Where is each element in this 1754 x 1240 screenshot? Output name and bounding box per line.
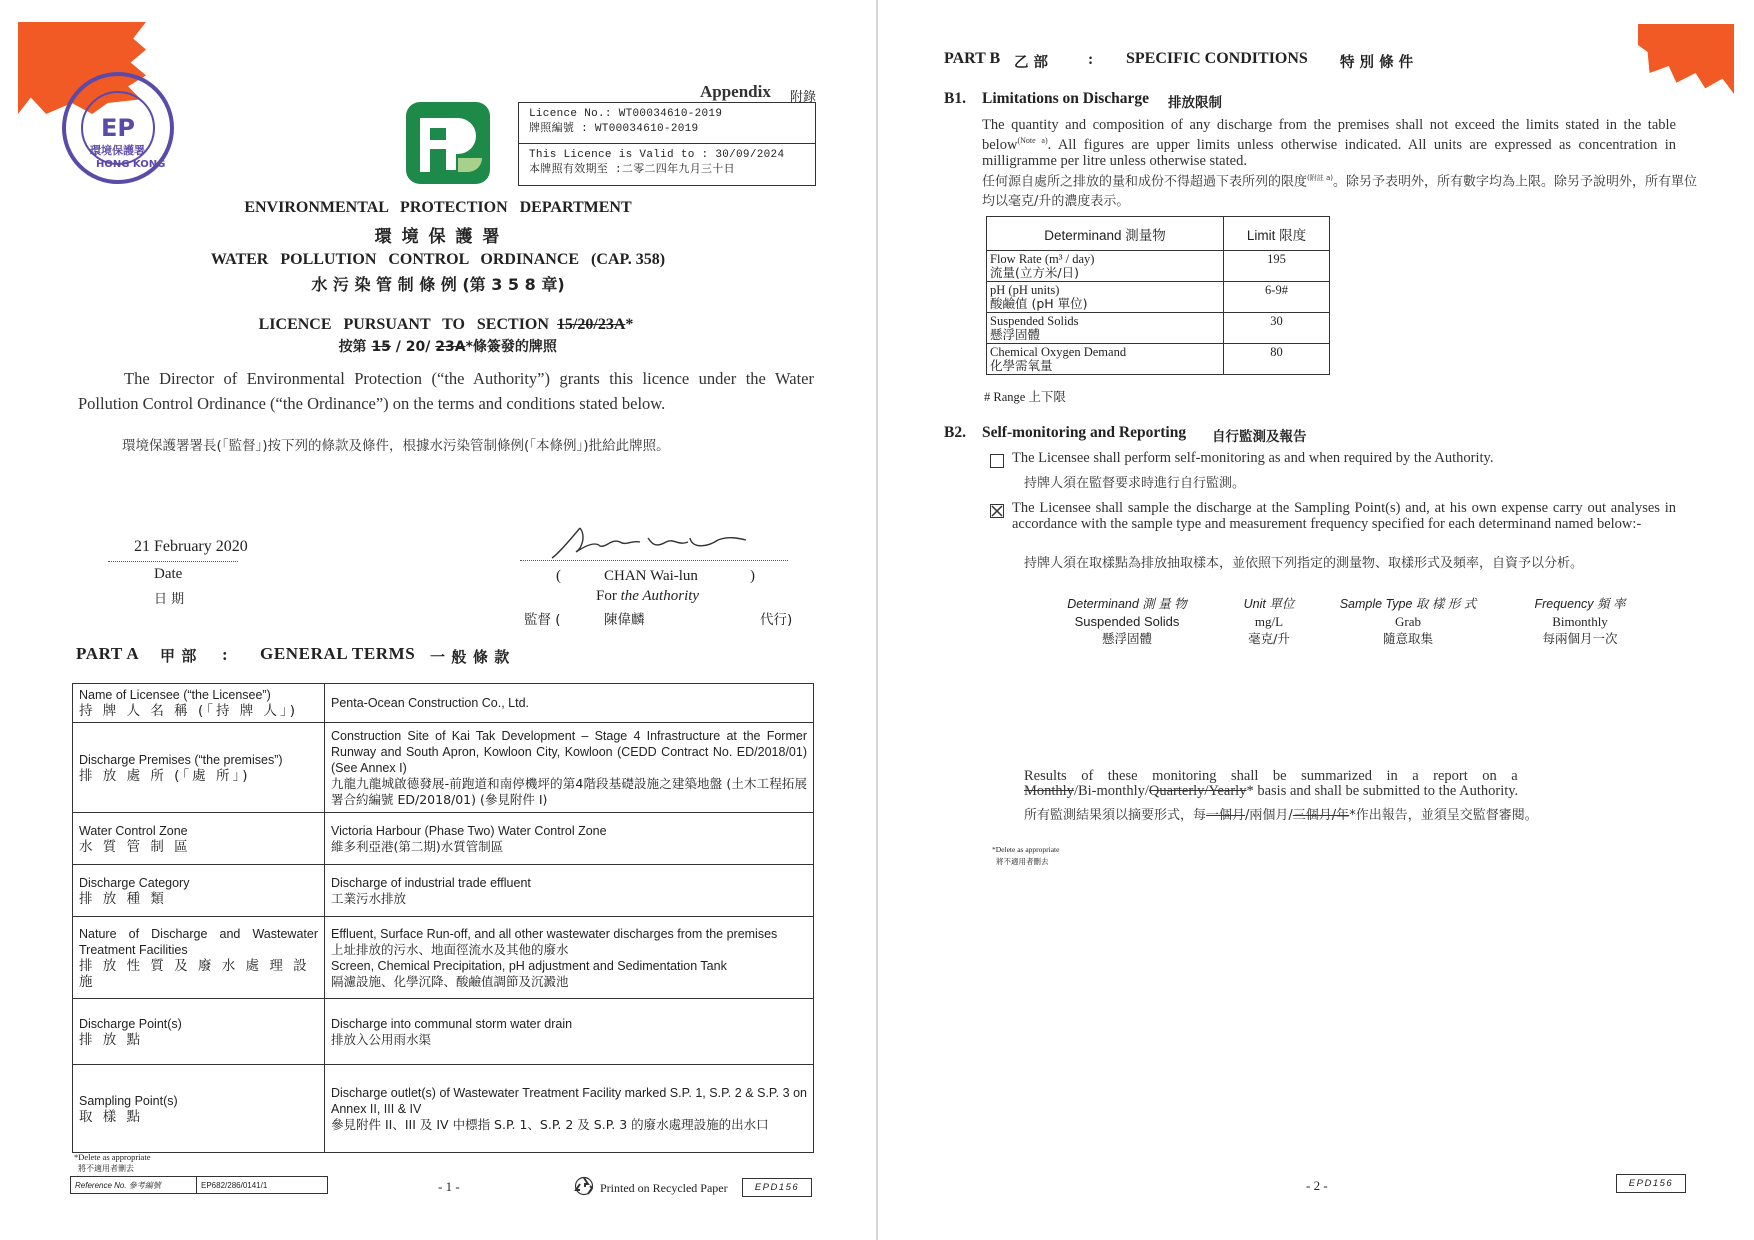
results-reporting-text: Results of these monitoring shall be summarized in a report on a (1024, 768, 1518, 784)
licence-section-title-zh: 按第 15 / 20/ 23A*條簽發的牌照 (338, 339, 557, 355)
b1-number: B1. (944, 90, 966, 107)
department-title-zh: 環 境 保 護 署 (374, 227, 502, 247)
term-label: Discharge Point(s) 排 放 點 (73, 999, 325, 1065)
b1-paragraph: The quantity and composition of any discharge from the premises shall not exceed the limits stated in the table below$^{(Note a)}$. All figures are upper limits unless otherwise indicated. All units are expressed as concentration in milligramme per litre unless otherwise stated. (982, 117, 1676, 169)
term-label: Water Control Zone 水 質 管 制 區 (73, 813, 325, 865)
general-terms-row (73, 1065, 814, 1153)
term-value: Discharge of industrial trade effluent 工業污水排放 (325, 865, 814, 917)
delete-note-zh: 將不適用者刪去 (996, 857, 1049, 866)
term-value: Discharge into communal storm water drain 排放入公用雨水渠 (325, 999, 814, 1065)
option-2-text-zh: 持牌人須在取樣點為排放抽取樣本，並依照下列指定的測量物、取樣形式及頻率，自資予以分析。 (1024, 556, 1584, 571)
b2-number: B2. (944, 424, 966, 441)
term-value: Discharge outlet(s) of Wastewater Treatment Facility marked S.P. 1, S.P. 2 & S.P. 3 on Annex II, III & IV 參見附件 II、III 及 IV 中標指 S.P. 1、S.P. 2 及 S.P. 3 的廢水處理設施的出水口 (325, 1065, 814, 1153)
part-a-title: GENERAL TERMS (260, 644, 416, 663)
term-value: Construction Site of Kai Tak Development – Stage 4 Infrastructure at the Former Runway and South Apron, Kowloon City, Kowloon (CEDD Contract No. ED/2018/01) (See Annex I) 九龍九龍城啟德發展-前跑道和南停機坪的第4階段基礎設施之建築地盤 (土木工程拓展署合約編號 ED/2018/01) (參見附件 I) (325, 723, 814, 813)
limit-value: 195 (1224, 251, 1330, 282)
appendix-label-zh: 附錄 (790, 90, 817, 105)
licence-validity: This Licence is Valid to : 30/09/2024 本牌照有效期至 :二零二四年九月三十日 (529, 149, 785, 176)
date-label-zh: 日 期 (154, 592, 185, 607)
form-code: EPD156 (1616, 1174, 1686, 1193)
delete-note: *Delete as appropriate (74, 1152, 151, 1162)
part-b-heading: PART B (944, 50, 1001, 67)
recycle-icon (574, 1176, 594, 1196)
general-terms-row (73, 723, 814, 813)
part-a-heading: PART A (76, 644, 140, 663)
licence-number: Licence No.: WT00034610-2019 牌照編號 : WT00034610-2019 (519, 103, 815, 144)
general-terms-row (73, 999, 814, 1065)
appendix-label: Appendix (700, 82, 771, 101)
monitoring-col-determinand: Determinand 測 量 物 Suspended Solids 懸浮固體 (1067, 597, 1187, 646)
ordinance-title-zh: 水 污 染 管 制 條 例 (第 3 5 8 章) (311, 275, 565, 294)
issue-date: 21 February 2020 (134, 538, 248, 555)
term-label: Discharge Category 排 放 種 類 (73, 865, 325, 917)
limit-value: 6-9# (1224, 282, 1330, 313)
range-note: # Range 上下限 (984, 390, 1066, 404)
sampling-checkbox-checked[interactable] (990, 504, 1004, 518)
department-seal-stamp (62, 72, 174, 184)
signature-image (540, 518, 760, 562)
epd-logo (406, 102, 490, 184)
self-monitoring-checkbox-unchecked[interactable] (990, 454, 1004, 468)
b1-paragraph-zh: 任何源自處所之排放的量和成份不得超過下表所列的限度$^{(附註 a)}$。除另予表明外，所有數字均為上限。除另予說明外，所有單位均以毫克/升的濃度表示。 (982, 174, 1698, 210)
ordinance-title: WATER POLLUTION CONTROL ORDINANCE (CAP. 358) (210, 251, 666, 268)
licence-intro-text-zh: 環境保護署署長(「監督」)按下列的條款及條件，根據水污染管制條例(「本條例」)批給此牌照。 (122, 438, 670, 454)
licence-page-2: PART B 乙 部 : SPECIFIC CONDITIONS 特 別 條 件 B1. Limitations on Discharge 排放限制 The quantity and composition of any discharge from the premises shall not exceed the limits stated in the table below$^{(Note a)}$. All figures are upper limits unless otherwise indicated. All units are expressed as concentration in milligramme per litre unless otherwise stated. 任何源自處所之排放的量和成份不得超過下表所列的限度$^{(附註 a)}$。除另予表明外，所有數字均為上限。除另予說明外，所有單位均以毫克/升的濃度表示。 Determinand 測量物 Limit 限度 Flow Rate (m³ / day) 流量(立方米/日) 195 pH (pH units) 酸鹼值 (pH 單位) 6-9# Suspended Solids 懸浮固體 30 Chemical Oxygen Demand 化學需氧量 80 # Range 上下限 B2. Self-monitoring and Reporting 自行監測及報告 The Licensee shall perform self-monitoring as and when required by the Authority. 持牌人須在監督要求時進行自行監測。 The Licensee shall sample the discharge at the Sampling Point(s) and, at his own expense carry out analyses in accordance with the sample type and measurement frequency specified for each determinand named below:- 持牌人須在取樣點為排放抽取樣本，並依照下列指定的測量物、取樣形式及頻率，自資予以分析。 Determinand 測 量 物 Suspended Solids 懸浮固體 Unit 單位 mg/L 毫克/升 Sample Type 取 樣 形 式 Grab 隨意取集 Frequency 頻 率 Bimonthly 每兩個月一次 Results of these monitoring shall be summarized in a report on a Monthly/Bi-monthly/Quarterly/Yearly* basis and shall be submitted to the Authority. 所有監測結果須以摘要形式，每一個月/兩個月/三個月/年*作出報告，並須呈交監督審閱。 *Delete as appropriate 將不適用者刪去 - 2 - EPD156 (878, 0, 1754, 1240)
limit-determinand: Flow Rate (m³ / day) 流量(立方米/日) (987, 251, 1224, 282)
limit-row (987, 251, 1330, 282)
term-label: Sampling Point(s) 取 樣 點 (73, 1065, 325, 1153)
seal-text-bottom: HONG KONG (96, 159, 166, 170)
term-label: Nature of Discharge and Wastewater Treatment Facilities 排 放 性 質 及 廢 水 處 理 設 施 (73, 917, 325, 999)
recycled-paper-note: Printed on Recycled Paper (600, 1181, 728, 1195)
term-label: Name of Licensee (“the Licensee”) 持 牌 人 名 稱 (「持 牌 人」) (73, 684, 325, 723)
limit-determinand: Chemical Oxygen Demand 化學需氧量 (987, 344, 1224, 375)
delete-note: *Delete as appropriate (992, 845, 1060, 854)
discharge-limits-table (986, 216, 1330, 375)
orange-tab-flag (1638, 24, 1734, 94)
limit-row (987, 313, 1330, 344)
signatory-name-zh: 陳偉麟 (604, 612, 645, 628)
limit-determinand: pH (pH units) 酸鹼值 (pH 單位) (987, 282, 1224, 313)
page-number: - 2 - (1306, 1178, 1328, 1193)
licence-info-box (518, 102, 816, 186)
signatory-name: CHAN Wai-lun (604, 568, 698, 584)
b1-title: Limitations on Discharge (982, 90, 1150, 107)
results-reporting-text-zh: 所有監測結果須以摘要形式，每一個月/兩個月/三個月/年*作出報告，並須呈交監督審閱。 (1024, 808, 1538, 823)
page-number: - 1 - (438, 1179, 460, 1194)
for-the-authority: For the Authority (596, 588, 700, 604)
limit-row (987, 282, 1330, 313)
limits-header-limit: Limit 限度 (1224, 217, 1330, 251)
term-value: Effluent, Surface Run-off, and all other wastewater discharges from the premises 上址排放的污水、地面徑流水及其他的廢水 Screen, Chemical Precipitation, pH adjustment and Sedimentation Tank 隔濾設施、化學沉降、酸鹼值調節及沉澱池 (325, 917, 814, 999)
limit-value: 30 (1224, 313, 1330, 344)
term-label: Discharge Premises (“the premises”) 排 放 處 所 (「處 所」) (73, 723, 325, 813)
general-terms-row (73, 684, 814, 723)
licence-section-title: LICENCE PURSUANT TO SECTION 15/20/23A* (258, 316, 634, 333)
seal-emblem-icon: EP (81, 91, 155, 165)
monitoring-col-frequency: Frequency 頻 率 Bimonthly 每兩個月一次 (1534, 597, 1626, 646)
limit-value: 80 (1224, 344, 1330, 375)
date-label: Date (154, 566, 183, 582)
general-terms-row (73, 813, 814, 865)
reference-number: EP682/286/0141/1 (201, 1180, 268, 1190)
option-1-text-zh: 持牌人須在監督要求時進行自行監測。 (1024, 476, 1246, 491)
seal-text-zh: 環境保護署 (90, 144, 145, 157)
monitoring-col-sample-type: Sample Type 取 樣 形 式 Grab 隨意取集 (1339, 597, 1477, 646)
monitoring-col-unit: Unit 單位 mg/L 毫克/升 (1243, 597, 1295, 646)
general-terms-row (73, 865, 814, 917)
results-reporting-text-2: Monthly/Bi-monthly/Quarterly/Yearly* basis and shall be submitted to the Authority. (1024, 783, 1519, 799)
general-terms-row (73, 917, 814, 999)
licence-page-1: EP HONG KONG 環境保護署 Appendix 附錄 Licence No.: WT00034610-2019 牌照編號 : WT00034610-2019 This Licence is Valid to : 30/09/2024 本牌照有效期至 :二零二四年九月三十日 ENVIRONMENTAL PROTECTION DEPARTMENT 環 境 保 護 署 WATER POLLUTION CONTROL ORDINANCE (CAP. 358) 水 污 染 管 制 條 例 (第 3 5 8 章) LICENCE PURSUANT TO SECTION 15/20/23A* 按第 15 / 20/ 23A*條簽發的牌照 The Director of Environmental Protection (“the Authority”) grants this licence under the Water Pollution Control Ordinance (“the Ordinance”) on the terms and conditions stated below. 環境保護署署長(「監督」)按下列的條款及條件，根據水污染管制條例(「本條例」)批給此牌照。 21 February 2020 Date 日 期 ( CHAN Wai-lun ) For the Authority 監督 ( 陳偉麟 代行) PART A 甲 部 : GENERAL TERMS 一 般 條 款 Name of Licensee (“the Licensee”) 持 牌 人 名 稱 (「持 牌 人」) Penta-Ocean Construction Co., Ltd. Discharge Premises (“the premises”) 排 放 處 所 (「處 所」) Construction Site of Kai Tak Development – Stage 4 Infrastructure at the Former Runway and South Apron, Kowloon City, Kowloon (CEDD Contract No. ED/2018/01) (See Annex I) 九龍九龍城啟德發展-前跑道和南停機坪的第4階段基礎設施之建築地盤 (土木工程拓展署合約編號 ED/2018/01) (參見附件 I) Water Control Zone 水 質 管 制 區 Victoria Harbour (Phase Two) Water Control Zone 維多利亞港(第二期)水質管制區 Discharge Category 排 放 種 類 Discharge of industrial trade effluent 工業污水排放 Nature of Discharge and Wastewater Treatment Facilities 排 放 性 質 及 廢 水 處 理 設 施 Effluent, Surface Run-off, and all other wastewater discharges from the premises 上址排放的污水、地面徑流水及其他的廢水 Screen, Chemical Precipitation, pH adjustment and Sedimentation Tank 隔濾設施、化學沉降、酸鹼值調節及沉澱池 Discharge Point(s) 排 放 點 Discharge into communal storm water drain 排放入公用雨水渠 Sampling Point(s) 取 樣 點 Discharge outlet(s) of Wastewater Treatment Facility marked S.P. 1, S.P. 2 & S.P. 3 on Annex II, III & IV 參見附件 II、III 及 IV 中標指 S.P. 1、S.P. 2 及 S.P. 3 的廢水處理設施的出水口 *Delete as appropriate 將不適用者刪去 Reference No. 參考編號 EP682/286/0141/1 - 1 - Printed on Recycled Paper EPD156 (0, 0, 876, 1240)
general-terms-table (72, 683, 814, 1153)
limits-header-determinand: Determinand 測量物 (987, 217, 1224, 251)
reference-number-box: Reference No. 參考編號 EP682/286/0141/1 (70, 1176, 328, 1194)
limit-determinand: Suspended Solids 懸浮固體 (987, 313, 1224, 344)
department-title: ENVIRONMENTAL PROTECTION DEPARTMENT (244, 199, 632, 216)
option-1-text: The Licensee shall perform self-monitoring as and when required by the Authority. (1012, 450, 1494, 466)
licence-intro-text: The Director of Environmental Protection (“the Authority”) grants this licence under the Water Pollution Control Ordinance (“the Ordinance”) on the terms and conditions stated below. (78, 369, 814, 413)
term-value: Victoria Harbour (Phase Two) Water Control Zone 維多利亞港(第二期)水質管制區 (325, 813, 814, 865)
cross-mark-icon (991, 505, 1003, 517)
term-value: Penta-Ocean Construction Co., Ltd. (325, 684, 814, 723)
option-2-text: The Licensee shall sample the discharge at the Sampling Point(s) and, at his own expense carry out analyses in accordance with the sample type and measurement frequency specified for each determinand named below:- (1012, 500, 1676, 532)
limit-row (987, 344, 1330, 375)
delete-note-zh: 將不適用者刪去 (78, 1164, 134, 1173)
form-code: EPD156 (742, 1178, 812, 1197)
part-b-title: SPECIFIC CONDITIONS (1126, 50, 1308, 67)
b2-title: Self-monitoring and Reporting (982, 424, 1187, 441)
